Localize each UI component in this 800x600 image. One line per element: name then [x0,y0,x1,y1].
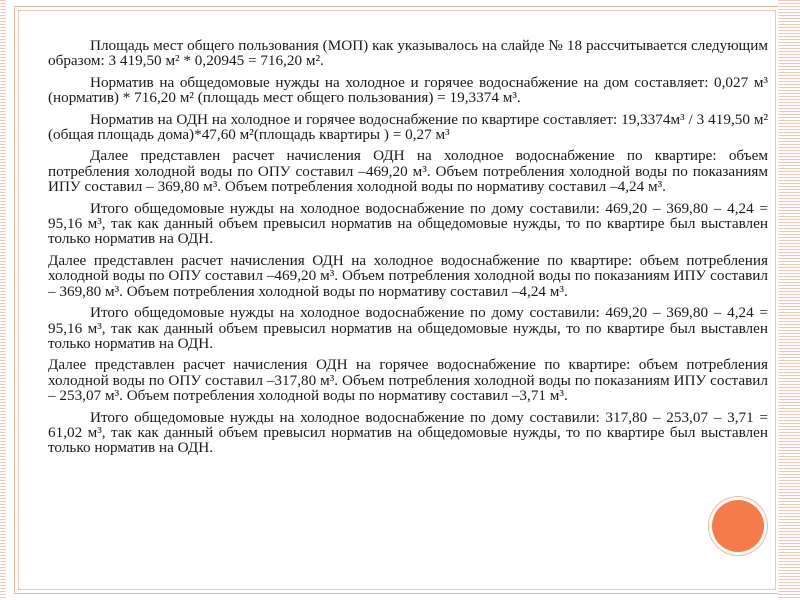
paragraph-cold-water-calc: Далее представлен расчет начисления ОДН на холодное водоснабжение по квартире: объем потребления холодной воды по ОПУ составил –469,20 м³. Объем потребления холодной воды по показаниям ИПУ составил – 369,80 м³. Объем потребления холодной воды по нормативу составил –4,24 м³. [48,147,768,196]
paragraph-cold-water-calc-repeat: Далее представлен расчет начисления ОДН на холодное водоснабжение по квартире: объем потребления холодной воды по ОПУ составил –469,20 м³. Объем потребления холодной воды по показаниям ИПУ составил – 369,80 м³. Объем потребления холодной воды по нормативу составил –4,24 м³. [48,251,768,300]
paragraph-house-norm: Норматив на общедомовые нужды на холодное и горячее водоснабжение на дом составляет: 0,027 м³ (норматив) * 716,20 м² (площадь мест общего пользования) = 19,3374 м³. [48,73,768,107]
paragraph-hot-water-calc: Далее представлен расчет начисления ОДН на горячее водоснабжение по квартире: объем потребления холодной воды по ОПУ составил –317,80 м³. Объем потребления холодной воды по показаниям ИПУ составил – 253,07 м³. Объем потребления холодной воды по нормативу составил –3,71 м³. [48,356,768,405]
right-stripe-decoration [778,0,800,600]
paragraph-apartment-norm: Норматив на ОДН на холодное и горячее водоснабжение по квартире составляет: 19,3374м³ / 3 419,50 м² (общая площадь дома)*47,60 м²(площадь квартиры ) = 0,27 м³ [48,110,768,144]
left-stripe-decoration [0,0,6,600]
slide-body [48,38,768,462]
accent-circle-icon [712,500,764,552]
paragraph-mop-area: Площадь мест общего пользования (МОП) как указывалось на слайде № 18 рассчитывается следующим образом: 3 419,50 м² * 0,20945 = 716,20 м². [48,37,768,70]
paragraph-cold-water-total-repeat: Итого общедомовые нужды на холодное водоснабжение по дому составили: 469,20 – 369,80 – 4,24 = 95,16 м³, так как данный объем превысил норматив на общедомовые нужды, то по квартире был выставлен только норматив на ОДН. [48,304,768,352]
paragraph-cold-water-total: Итого общедомовые нужды на холодное водоснабжение по дому составили: 469,20 – 369,80 – 4,24 = 95,16 м³, так как данный объем превысил норматив на общедомовые нужды, то по квартире был выставлен только норматив на ОДН. [48,199,768,248]
paragraph-hot-water-total: Итого общедомовые нужды на холодное водоснабжение по дому составили: 317,80 – 253,07 – 3,71 = 61,02 м³, так как данный объем превысил норматив на общедомовые нужды, то по квартире был выставлен только норматив на ОДН. [48,408,768,457]
